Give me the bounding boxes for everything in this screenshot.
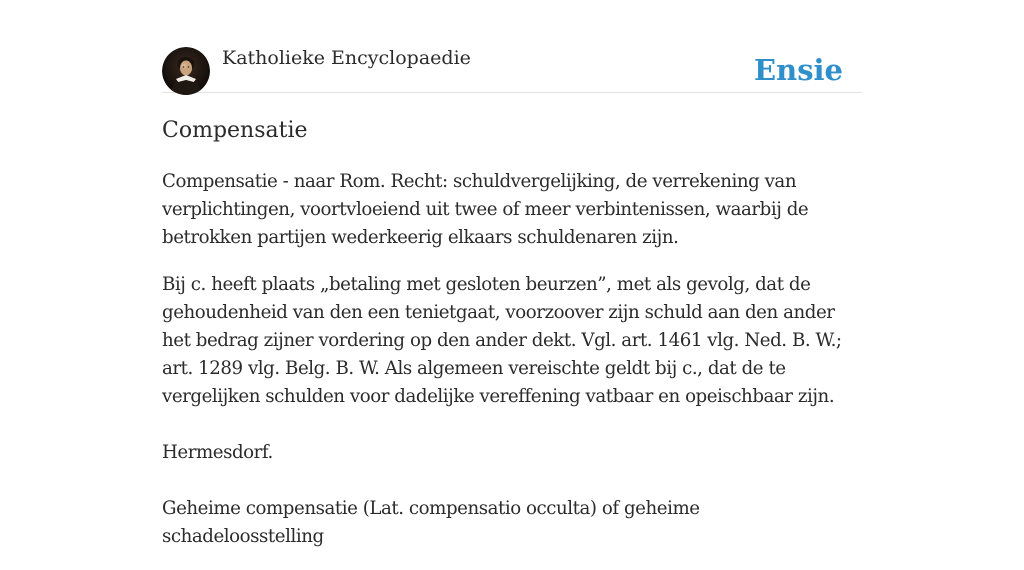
ensie-logo-link[interactable]: Ensie [754, 53, 843, 87]
site-header [162, 0, 862, 93]
article-body [162, 168, 862, 570]
author-signature: Hermesdorf. [162, 442, 273, 463]
paragraph: Geheime compensatie (Lat. compensatio occulta) of geheime schadeloosstelling [162, 498, 700, 547]
paragraph: Bij c. heeft plaats „betaling met gesloten beurzen”, met als gevolg, dat de gehoudenheid van den een tenietgaat, voorzoover zijn schuld aan den ander het bedrag zijner vordering op den ander dekt. Vgl. art. 1461 vlg. Ned. B. W.; art. 1289 vlg. Belg. B. W. Als algemeen vereischte geldt bij c., dat de te vergelijken schulden voor dadelijke vereffening vatbaar en opeischbaar zijn. [162, 274, 842, 407]
portrait-avatar-icon[interactable] [162, 47, 210, 95]
site-name[interactable]: Katholieke Encyclopaedie [222, 47, 471, 69]
page-title: Compensatie [162, 118, 308, 143]
paragraph: Compensatie - naar Rom. Recht: schuldvergelijking, de verrekening van verplichtingen, voortvloeiend uit twee of meer verbintenissen, waarbij de betrokken partijen wederkeerig elkaars schuldenaren zijn. [162, 171, 809, 248]
page [162, 0, 862, 547]
